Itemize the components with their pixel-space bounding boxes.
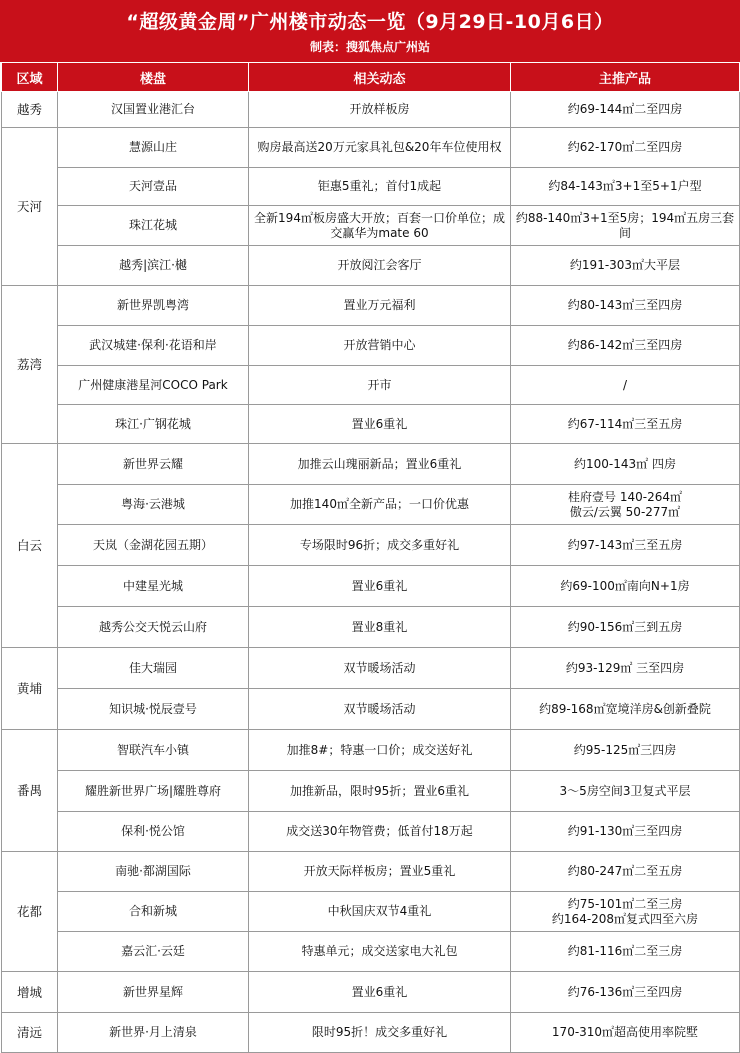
table-header-row [2,63,740,92]
news-cell: 加推新品，限时95折；置业6重礼 [249,771,511,812]
product-cell: 约88-140㎡3+1至5房；194㎡五房三套间 [511,206,740,246]
column-header-project: 楼盘 [58,63,249,92]
table-row [2,326,740,366]
table-row [2,852,740,892]
table-row [2,366,740,405]
product-cell: 约67-114㎡三至五房 [511,405,740,444]
news-cell: 置业8重礼 [249,607,511,648]
region-cell: 荔湾 [2,286,58,444]
table-row [2,485,740,525]
product-cell: 约69-100㎡南向N+1房 [511,566,740,607]
project-cell: 慧源山庄 [58,128,249,168]
column-header-news: 相关动态 [249,63,511,92]
news-cell: 开放阅江会客厅 [249,246,511,286]
project-cell: 粤海·云港城 [58,485,249,525]
table-row [2,730,740,771]
news-cell: 限时95折！成交多重好礼 [249,1013,511,1053]
project-cell: 新世界凯粤湾 [58,286,249,326]
product-line: 傲云/云翼 50-277㎡ [569,504,681,519]
project-cell: 珠江·广钢花城 [58,405,249,444]
news-cell: 置业6重礼 [249,566,511,607]
news-cell: 置业万元福利 [249,286,511,326]
product-cell [511,892,740,932]
table-row [2,771,740,812]
table-row [2,206,740,246]
product-cell: 约80-247㎡二至五房 [511,852,740,892]
table-row [2,972,740,1013]
project-cell: 广州健康港星河COCO Park [58,366,249,405]
news-cell: 双节暖场活动 [249,648,511,689]
product-line: 约164-208㎡复式四至六房 [551,911,699,926]
project-cell: 保利·悦公馆 [58,812,249,852]
product-cell: 约95-125㎡三四房 [511,730,740,771]
project-cell: 嘉云汇·云廷 [58,932,249,972]
table-row [2,168,740,206]
table-row [2,812,740,852]
region-cell: 花都 [2,852,58,972]
product-cell: 约81-116㎡二至三房 [511,932,740,972]
news-cell: 加推云山瑰丽新品；置业6重礼 [249,444,511,485]
page-title: “超级黄金周”广州楼市动态一览（9月29日-10月6日） [126,11,614,33]
product-cell: 约191-303㎡大平层 [511,246,740,286]
news-cell: 中秋国庆双节4重礼 [249,892,511,932]
project-cell: 知识城·悦辰壹号 [58,689,249,730]
column-header-region: 区域 [2,63,58,92]
title-band [0,0,740,62]
product-cell: 约91-130㎡三至四房 [511,812,740,852]
region-cell: 黄埔 [2,648,58,730]
table-row [2,444,740,485]
product-cell: 约69-144㎡二至四房 [511,92,740,128]
news-cell: 置业6重礼 [249,405,511,444]
table-row [2,932,740,972]
table-row [2,607,740,648]
news-cell: 全新194㎡板房盛大开放；百套一口价单位；成交赢华为mate 60 [249,206,511,246]
project-cell: 武汉城建·保利·花语和岸 [58,326,249,366]
news-cell: 开放样板房 [249,92,511,128]
news-cell: 加推8#；特惠一口价；成交送好礼 [249,730,511,771]
table-row [2,246,740,286]
project-cell: 合和新城 [58,892,249,932]
project-cell: 新世界星辉 [58,972,249,1013]
project-cell: 南驰·都湖国际 [58,852,249,892]
project-cell: 新世界·月上清泉 [58,1013,249,1053]
table-row [2,566,740,607]
product-line: 约75-101㎡二至三房 [567,896,683,911]
project-cell: 越秀|滨江·樾 [58,246,249,286]
news-cell: 特惠单元；成交送家电大礼包 [249,932,511,972]
table-row [2,405,740,444]
product-cell: 约93-129㎡ 三至四房 [511,648,740,689]
region-cell: 清远 [2,1013,58,1053]
product-cell [511,485,740,525]
region-cell: 番禺 [2,730,58,852]
project-cell: 天河壹品 [58,168,249,206]
project-cell: 智联汽车小镇 [58,730,249,771]
product-cell: 约80-143㎡三至四房 [511,286,740,326]
product-cell: 约100-143㎡ 四房 [511,444,740,485]
product-cell: 3～5房空间3卫复式平层 [511,771,740,812]
product-cell: 约84-143㎡3+1至5+1户型 [511,168,740,206]
product-cell: 约86-142㎡三至四房 [511,326,740,366]
table-row [2,92,740,128]
listing-table [1,62,740,1053]
project-cell: 天岚（金湖花园五期） [58,525,249,566]
news-cell: 钜惠5重礼；首付1成起 [249,168,511,206]
project-cell: 珠江花城 [58,206,249,246]
product-cell: 约76-136㎡三至四房 [511,972,740,1013]
news-cell: 置业6重礼 [249,972,511,1013]
table-row [2,128,740,168]
product-cell: 约97-143㎡三至五房 [511,525,740,566]
product-cell: / [511,366,740,405]
product-cell: 约89-168㎡宽境洋房&创新叠院 [511,689,740,730]
news-cell: 专场限时96折；成交多重好礼 [249,525,511,566]
table-row [2,286,740,326]
news-cell: 双节暖场活动 [249,689,511,730]
news-cell: 开市 [249,366,511,405]
news-cell: 加推140㎡全新产品；一口价优惠 [249,485,511,525]
project-cell: 新世界云耀 [58,444,249,485]
region-cell: 白云 [2,444,58,648]
project-cell: 中建星光城 [58,566,249,607]
project-cell: 耀胜新世界广场|耀胜尊府 [58,771,249,812]
product-cell: 170-310㎡超高使用率院墅 [511,1013,740,1053]
project-cell: 佳大瑞园 [58,648,249,689]
table-row [2,689,740,730]
region-cell: 越秀 [2,92,58,128]
project-cell: 越秀公交天悦云山府 [58,607,249,648]
column-header-product: 主推产品 [511,63,740,92]
region-cell: 天河 [2,128,58,286]
news-cell: 购房最高送20万元家具礼包&20年车位使用权 [249,128,511,168]
product-cell: 约90-156㎡三到五房 [511,607,740,648]
table-row [2,892,740,932]
project-cell: 汉国置业港汇台 [58,92,249,128]
product-line: 桂府壹号 140-264㎡ [568,489,682,504]
region-cell: 增城 [2,972,58,1013]
table-row [2,648,740,689]
page-subtitle: 制表：搜狐焦点广州站 [309,40,430,54]
news-cell: 开放天际样板房；置业5重礼 [249,852,511,892]
product-cell: 约62-170㎡二至四房 [511,128,740,168]
news-cell: 开放营销中心 [249,326,511,366]
news-cell: 成交送30年物管费；低首付18万起 [249,812,511,852]
table-row [2,525,740,566]
